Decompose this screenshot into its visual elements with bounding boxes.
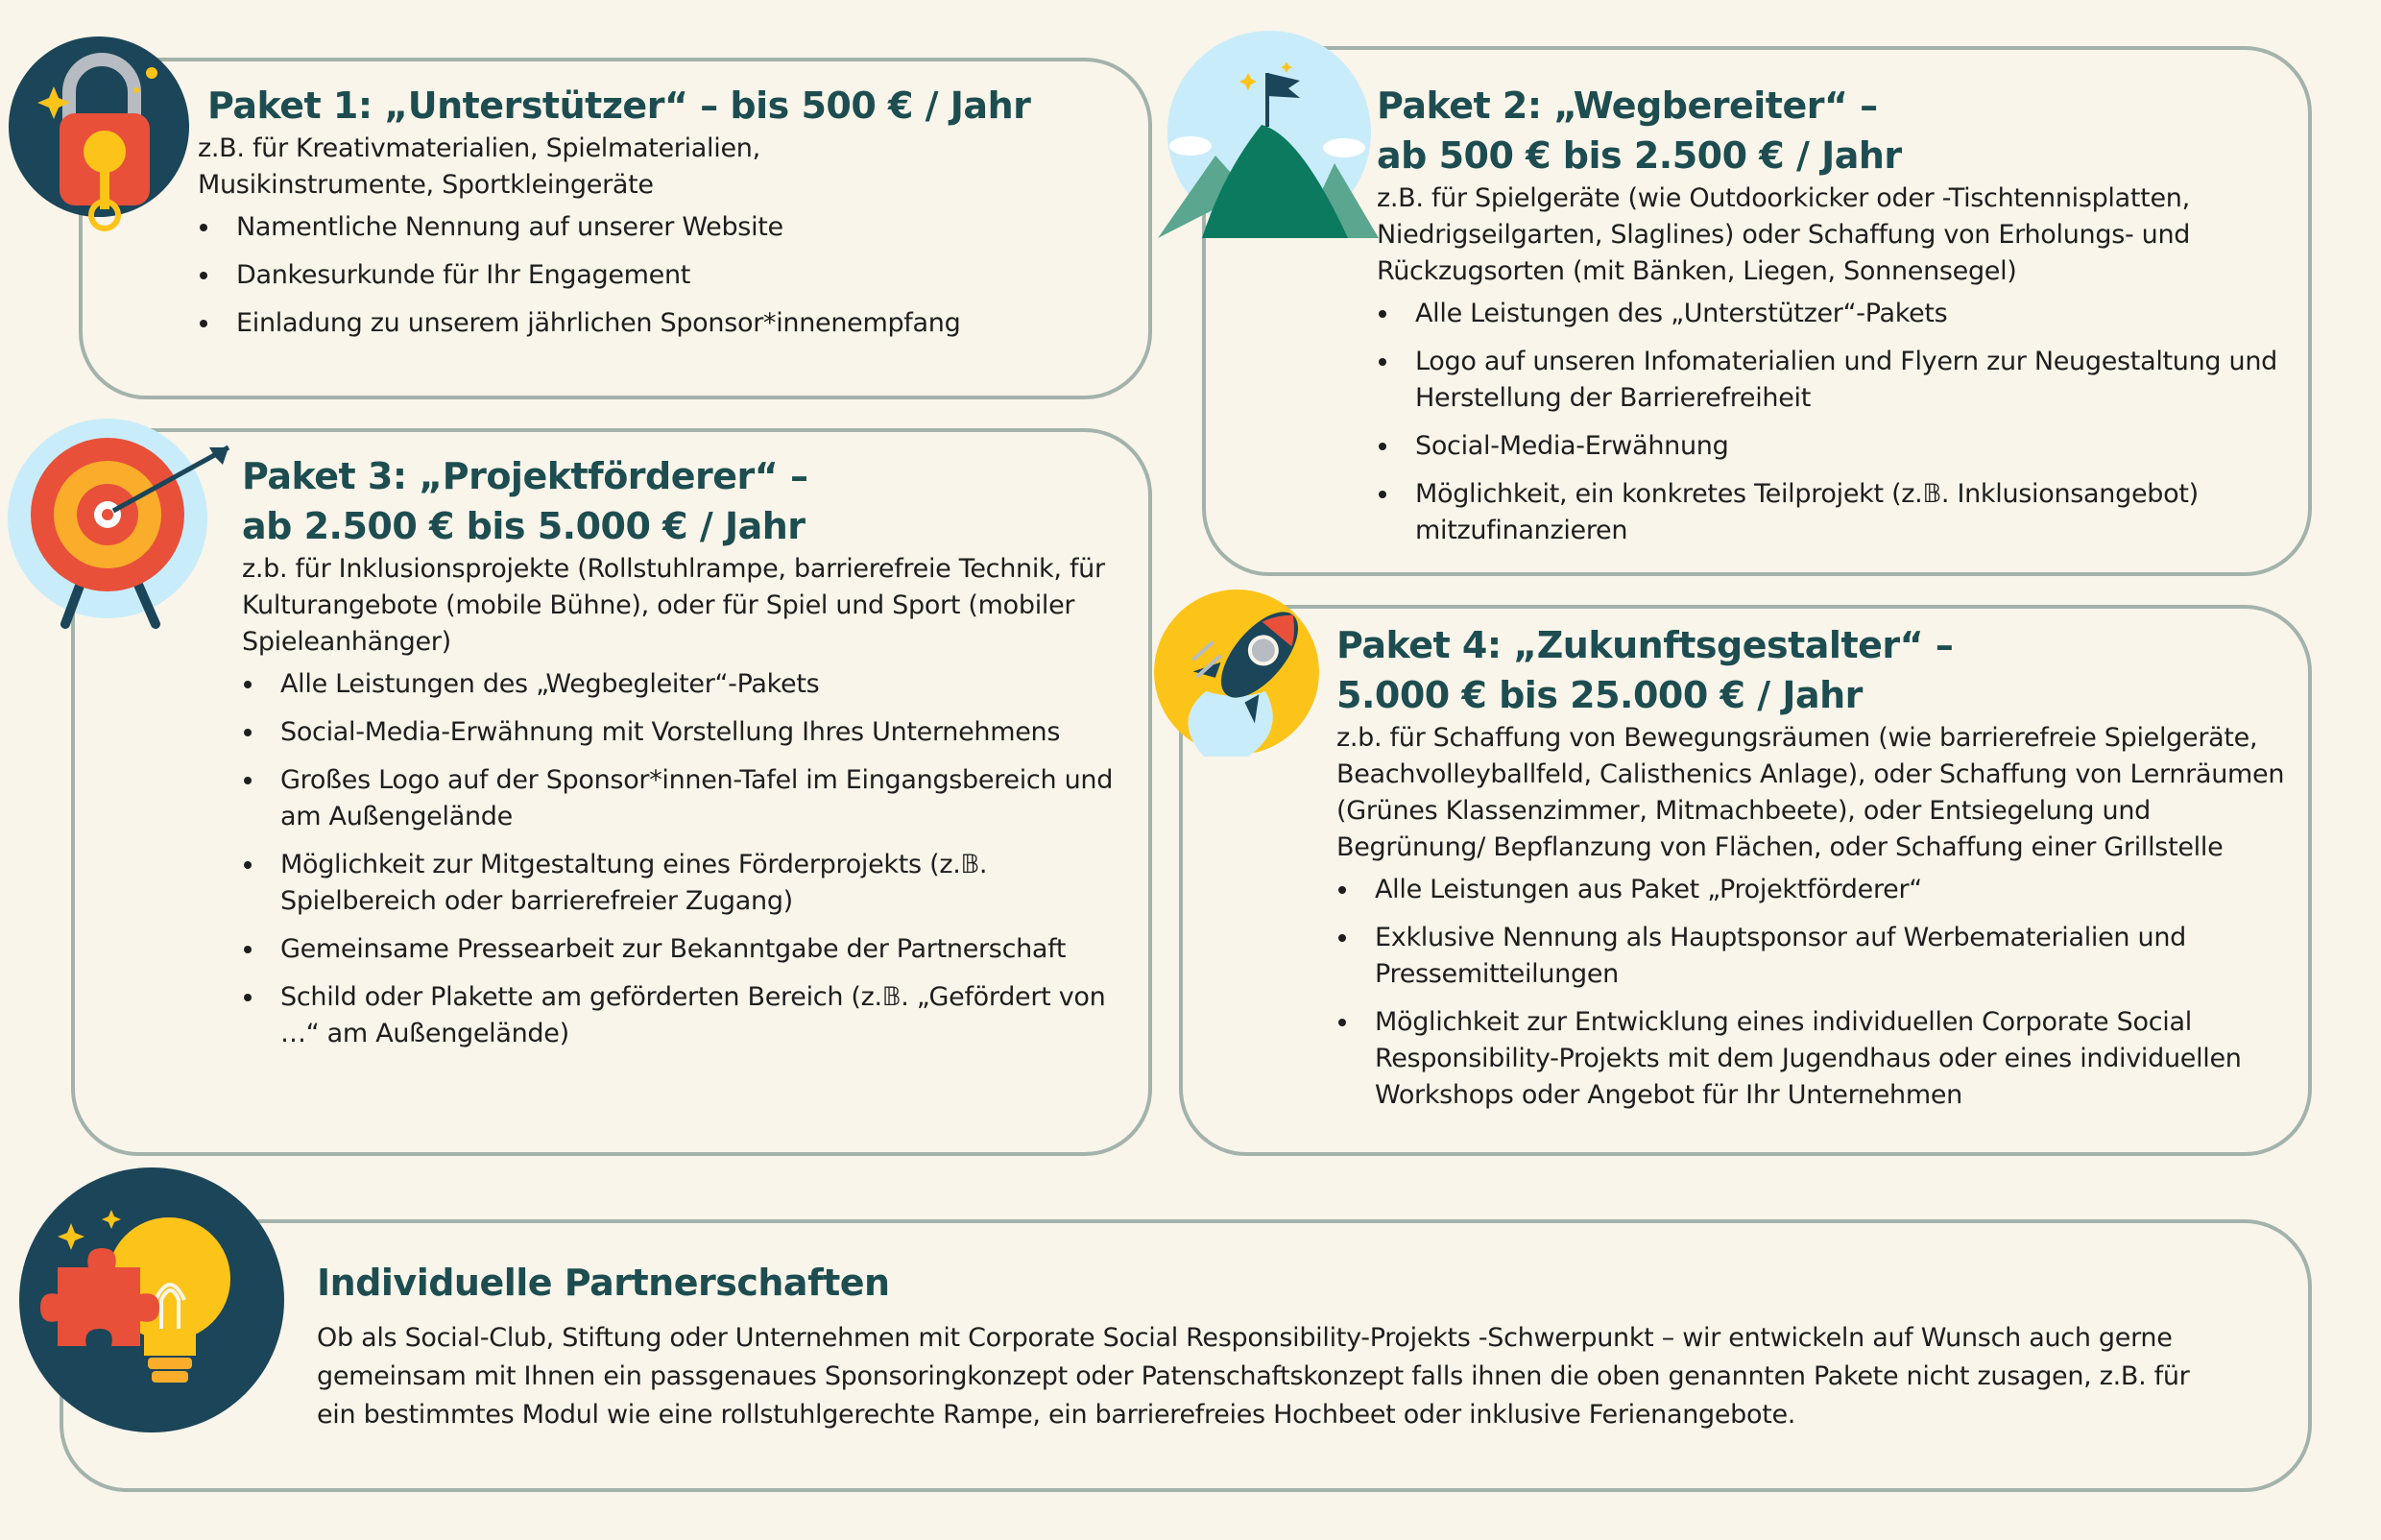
padlock-icon bbox=[8, 31, 200, 242]
list-item: Social-Media-Erwähnung bbox=[1377, 428, 2298, 465]
mountain-flag-icon bbox=[1156, 29, 1386, 250]
package-2-title-line2: ab 500 € bis 2.500 € / Jahr bbox=[1377, 134, 1902, 177]
individual-partnership-text: Ob als Social-Club, Stiftung oder Unternehmen mit Corporate Social Responsibility-Projekts -Schwerpunkt – wir entwickeln auf Wunsch auch gerne gemeinsam mit Ihnen ein passgenaues Sponsoringkonzept oder Patenschaftskonzept falls ihnen die oben genannten Pakete nicht zusagen, z.B. für ein bestimmtes Modul wie eine rollstuhlgerechte Rampe, ein barrierefreies Hochbeet oder inklusive Ferienangebote. bbox=[317, 1323, 2190, 1430]
lightbulb-puzzle-icon bbox=[19, 1166, 288, 1434]
package-4-description: z.b. für Schaffung von Bewegungsräumen (wie barrierefreie Spielgeräte, Beachvolleyballfeld, Calisthenics Anlage), oder Schaffung von Lernräumen (Grünes Klassenzimmer, Mitmachbeete), oder Entsiegelung und Begrünung/ Bepflanzung von Flächen, oder Schaffung einer Grillstelle bbox=[1336, 723, 2285, 862]
target-arrow-icon bbox=[6, 419, 246, 630]
list-item: Alle Leistungen aus Paket „Projektförderer“ bbox=[1336, 872, 2297, 908]
rocket-icon bbox=[1152, 586, 1335, 768]
package-2-benefits bbox=[1377, 296, 2298, 549]
list-item: Möglichkeit zur Entwicklung eines individuellen Corporate Social Responsibility-Projekts mit dem Jugendhaus oder eines individuellen Workshops oder Angebot für Ihr Unternehmen bbox=[1336, 1004, 2297, 1114]
package-1-title: Paket 1: „Unterstützer“ – bis 500 € / Jahr bbox=[207, 84, 1031, 127]
package-4-title-line2: 5.000 € bis 25.000 € / Jahr bbox=[1336, 674, 1863, 716]
package-3-content bbox=[242, 451, 1135, 1064]
package-4-benefits bbox=[1336, 872, 2297, 1114]
list-item: Alle Leistungen des „Wegbegleiter“-Pakets bbox=[242, 666, 1135, 703]
list-item: Möglichkeit, ein konkretes Teilprojekt (z.𝔹. Inklusionsangebot) mitzufinanzieren bbox=[1377, 476, 2298, 549]
package-3-benefits bbox=[242, 666, 1135, 1052]
list-item: Schild oder Plakette am geförderten Bereich (z.𝔹. „Gefördert von …“ am Außengelände) bbox=[242, 979, 1135, 1052]
list-item: Einladung zu unserem jährlichen Sponsor*innenempfang bbox=[198, 305, 1139, 342]
package-2-content bbox=[1377, 81, 2298, 561]
package-4-content bbox=[1336, 620, 2297, 1125]
package-3-title-line1: Paket 3: „Projektförderer“ – bbox=[242, 455, 808, 497]
package-3-title-line2: ab 2.500 € bis 5.000 € / Jahr bbox=[242, 505, 806, 547]
list-item: Dankesurkunde für Ihr Engagement bbox=[198, 257, 1139, 294]
package-1-description: z.B. für Kreativmaterialien, Spielmaterialien, Musikinstrumente, Sportkleingeräte bbox=[198, 133, 760, 200]
package-2-description: z.B. für Spielgeräte (wie Outdoorkicker oder -Tischtennisplatten, Niedrigseilgarten, Slaglines) oder Schaffung von Erholungs- und Rückzugsorten (mit Bänken, Liegen, Sonnensegel) bbox=[1377, 183, 2191, 286]
package-4-title-line1: Paket 4: „Zukunftsgestalter“ – bbox=[1336, 624, 1954, 666]
package-2-title-line1: Paket 2: „Wegbereiter“ – bbox=[1377, 84, 1878, 127]
list-item: Logo auf unseren Infomaterialien und Flyern zur Neugestaltung und Herstellung der Barrierefreiheit bbox=[1377, 344, 2298, 417]
list-item: Alle Leistungen des „Unterstützer“-Pakets bbox=[1377, 296, 2298, 332]
package-1-content bbox=[198, 81, 1139, 353]
list-item: Social-Media-Erwähnung mit Vorstellung Ihres Unternehmens bbox=[242, 714, 1135, 751]
package-1-benefits bbox=[198, 209, 1139, 342]
list-item: Möglichkeit zur Mitgestaltung eines Förderprojekts (z.𝔹. Spielbereich oder barrierefreier Zugang) bbox=[242, 847, 1135, 920]
list-item: Exklusive Nennung als Hauptsponsor auf Werbematerialien und Pressemitteilungen bbox=[1336, 920, 2297, 993]
list-item: Großes Logo auf der Sponsor*innen-Tafel im Eingangsbereich und am Außengelände bbox=[242, 762, 1135, 835]
individual-partnership-title: Individuelle Partnerschaften bbox=[317, 1262, 890, 1304]
list-item: Gemeinsame Pressearbeit zur Bekanntgabe der Partnerschaft bbox=[242, 931, 1135, 968]
package-3-description: z.b. für Inklusionsprojekte (Rollstuhlrampe, barrierefreie Technik, für Kulturangebote (mobile Bühne), oder für Spiel und Sport (mobiler Spieleanhänger) bbox=[242, 554, 1105, 657]
individual-partnership-content bbox=[317, 1258, 2237, 1434]
list-item: Namentliche Nennung auf unserer Website bbox=[198, 209, 1139, 246]
